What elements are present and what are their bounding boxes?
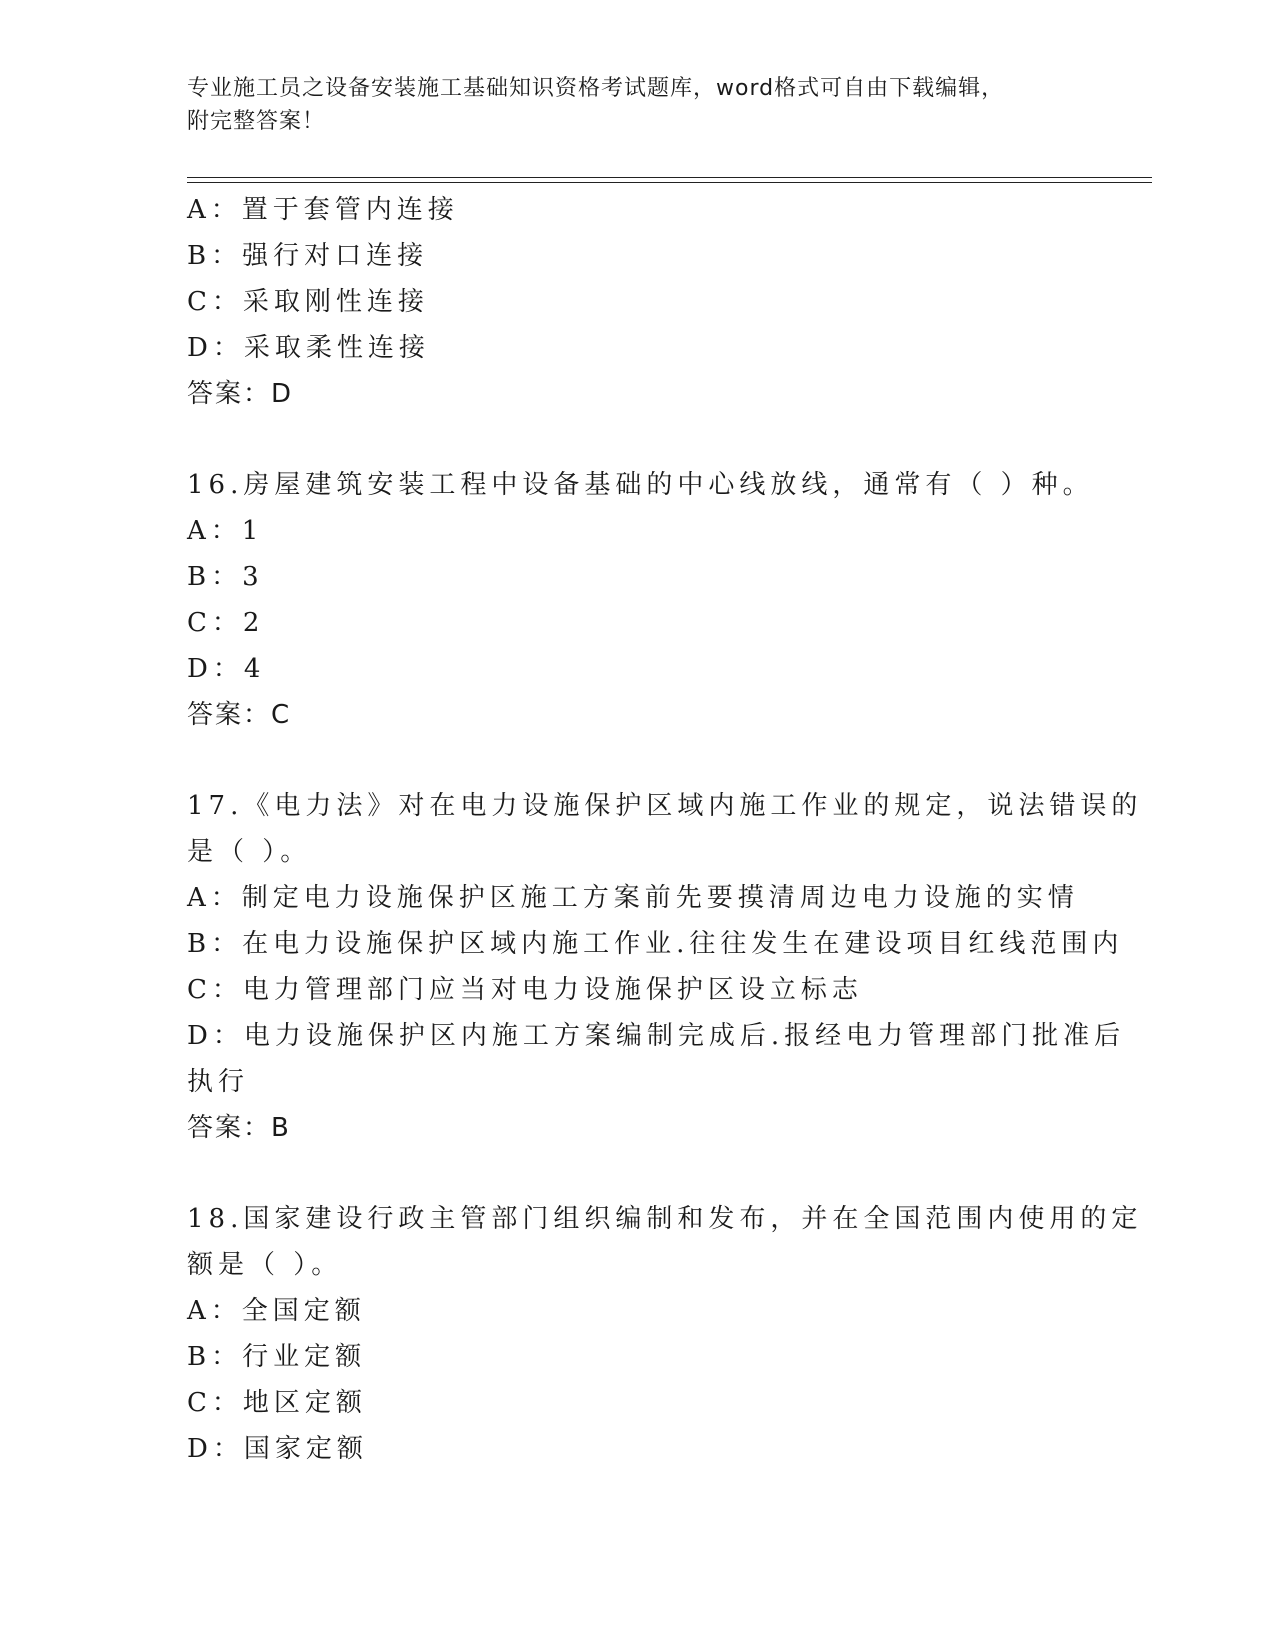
- option-a: A：置于套管内连接: [187, 195, 459, 225]
- document-header: [187, 72, 1087, 138]
- header-divider-top: [187, 177, 1152, 178]
- option-b: B：在电力设施保护区域内施工作业.往往发生在建设项目红线范围内: [187, 929, 1124, 959]
- header-title-line-2: 附完整答案！: [187, 109, 326, 134]
- option-d: D：国家定额: [187, 1434, 368, 1464]
- header-divider-bottom: [187, 182, 1152, 183]
- question-stem-line-2: 额是（ ）。: [187, 1250, 343, 1280]
- question-15: [187, 187, 1087, 417]
- option-d: D：采取柔性连接: [187, 333, 430, 363]
- option-b: B：行业定额: [187, 1342, 367, 1372]
- spacer: [187, 417, 1087, 462]
- option-c: C：地区定额: [187, 1388, 367, 1418]
- question-list: [187, 187, 1143, 1472]
- option-c: C：电力管理部门应当对电力设施保护区设立标志: [187, 975, 863, 1005]
- option-c: C：2: [187, 608, 265, 638]
- option-c: C：采取刚性连接: [187, 287, 429, 317]
- question-stem-line-1: 17.《电力法》对在电力设施保护区域内施工作业的规定，说法错误的: [187, 791, 1143, 821]
- option-a: A：全国定额: [187, 1296, 366, 1326]
- option-b: B：3: [187, 562, 264, 592]
- option-d: D：4: [187, 654, 266, 684]
- option-d-line-2: 执行: [187, 1067, 250, 1097]
- header-title-line-1: 专业施工员之设备安装施工基础知识资格考试题库，word格式可自由下载编辑，: [187, 76, 1005, 101]
- answer-label: 答案：C: [187, 700, 292, 730]
- spacer: [187, 1151, 1087, 1196]
- question-17: [187, 783, 1143, 1151]
- question-stem: 16.房屋建筑安装工程中设备基础的中心线放线，通常有（ ）种。: [187, 470, 1094, 500]
- answer-label: 答案：B: [187, 1113, 291, 1143]
- option-b: B：强行对口连接: [187, 241, 429, 271]
- question-stem-line-2: 是（ ）。: [187, 837, 312, 867]
- question-16: [187, 462, 1094, 738]
- question-18: [187, 1196, 1143, 1472]
- answer-label: 答案：D: [187, 379, 294, 409]
- question-stem-line-1: 18.国家建设行政主管部门组织编制和发布，并在全国范围内使用的定: [187, 1204, 1143, 1234]
- option-a: A：制定电力设施保护区施工方案前先要摸清周边电力设施的实情: [187, 883, 1079, 913]
- option-a: A：1: [187, 516, 264, 546]
- option-d-line-1: D：电力设施保护区内施工方案编制完成后.报经电力管理部门批准后: [187, 1021, 1126, 1051]
- spacer: [187, 738, 1087, 783]
